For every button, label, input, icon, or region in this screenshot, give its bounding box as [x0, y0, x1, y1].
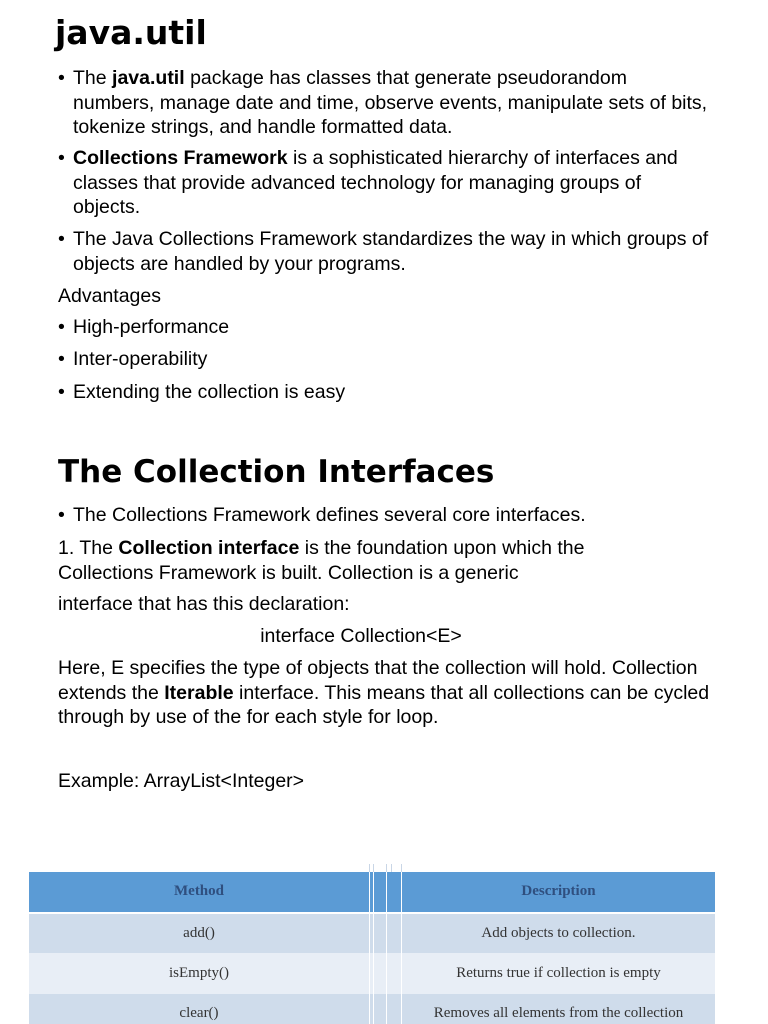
column-separator [369, 913, 402, 954]
declaration-intro: interface that has this declaration: [58, 593, 350, 615]
table-top-rule [369, 864, 402, 872]
table-header-row [29, 872, 715, 913]
page-title: java.util [55, 13, 207, 52]
advantages-heading: Advantages [58, 285, 161, 307]
interfaces-bullet: • The Collections Framework defines several core interfaces. [58, 503, 713, 528]
collection-interface-point: 1. The Collection interface is the foundation upon which the Collections Framework is built. Collection is a generic [58, 537, 585, 584]
method-cell: isEmpty() [29, 953, 369, 994]
advantage-item: • High-performance [58, 315, 713, 340]
description-cell: Removes all elements from the collection [402, 994, 715, 1024]
method-cell: add() [29, 913, 369, 954]
column-header-description: Description [402, 872, 715, 913]
table-row [29, 953, 715, 994]
description-cell: Add objects to collection. [402, 913, 715, 954]
declaration-code: interface Collection<E> [260, 625, 462, 647]
intro-bullet-1: • The java.util package has classes that generate pseudorandom numbers, manage date and time, observe events, manipulate sets of bits, tokenize strings, and handle formatted data. [58, 66, 713, 140]
intro-bullet-2: • Collections Framework is a sophisticated hierarchy of interfaces and classes that provide advanced technology for managing groups of objects. [58, 146, 713, 220]
advantage-item: • Extending the collection is easy [58, 380, 713, 405]
column-separator [369, 953, 402, 994]
column-separator [369, 872, 402, 913]
description-cell: Returns true if collection is empty [402, 953, 715, 994]
intro-bullet-3: • The Java Collections Framework standardizes the way in which groups of objects are handled by your programs. [58, 227, 713, 276]
collection-explanation: Here, E specifies the type of objects that the collection will hold. Collection extends the Iterable interface. This means that all collections can be cycled through by use of the for each style for loop. [58, 657, 710, 728]
table-row [29, 994, 715, 1024]
methods-table [29, 872, 715, 1024]
example-text: Example: ArrayList<Integer> [58, 770, 305, 792]
column-separator [369, 994, 402, 1024]
table-row [29, 913, 715, 954]
advantage-item: • Inter-operability [58, 347, 713, 372]
section-title: The Collection Interfaces [58, 454, 495, 490]
column-header-method: Method [29, 872, 369, 913]
method-cell: clear() [29, 994, 369, 1024]
